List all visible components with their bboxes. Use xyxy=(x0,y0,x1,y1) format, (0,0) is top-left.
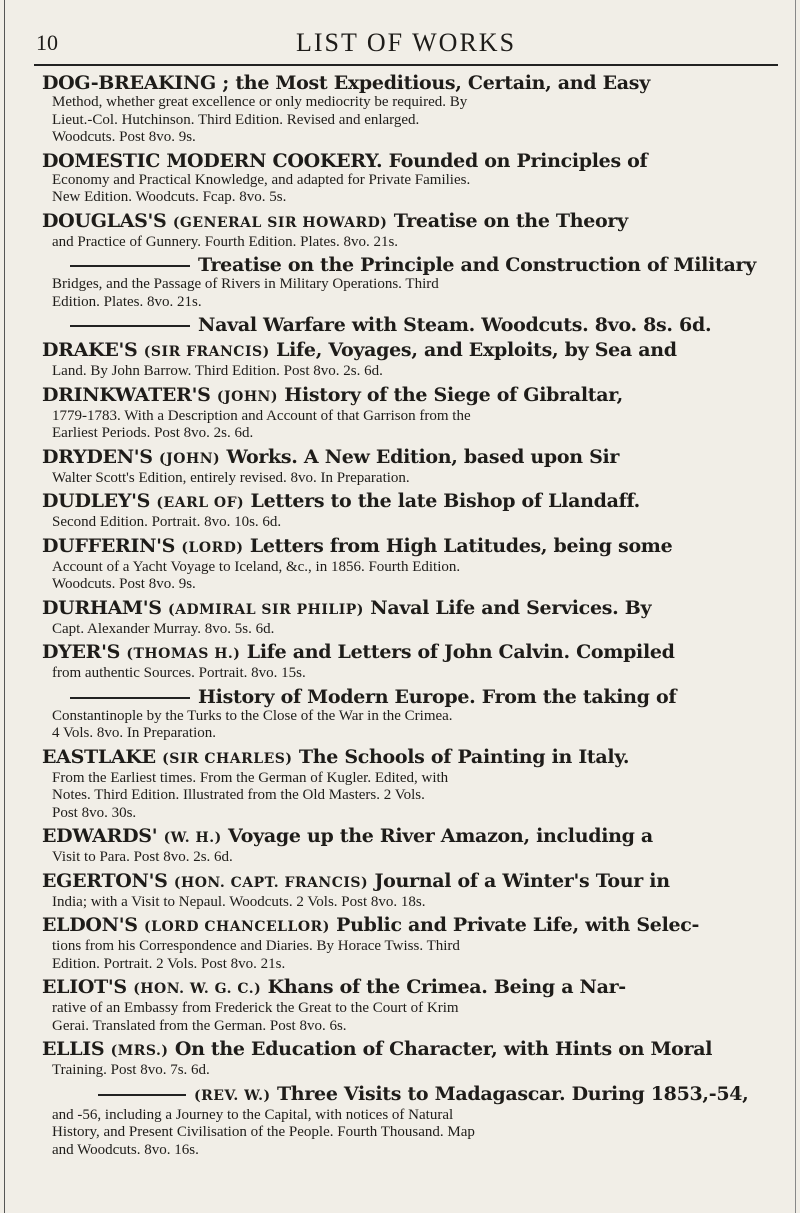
entry-detail-line: Training. Post 8vo. 7s. 6d. xyxy=(52,1062,210,1078)
author-qualifier: (MRS.) xyxy=(110,1043,169,1059)
entry-detail-line: Edition. Plates. 8vo. 21s. xyxy=(52,293,202,310)
catalogue-entry xyxy=(42,641,772,683)
author-qualifier: (EARL OF) xyxy=(156,495,245,511)
author-name: ELLIS xyxy=(42,1038,105,1060)
title-text: History of the Siege of Gibraltar, xyxy=(284,383,623,406)
catalogue-entry xyxy=(42,314,772,336)
page-edge-left xyxy=(4,0,5,1213)
page-header xyxy=(36,22,776,62)
author-qualifier: (REV. W.) xyxy=(194,1087,271,1104)
entry-list xyxy=(42,72,772,1162)
entry-detail-line: Capt. Alexander Murray. 8vo. 5s. 6d. xyxy=(52,620,275,637)
entry-heading-line xyxy=(42,641,772,665)
author-name: DURHAM'S xyxy=(42,596,162,619)
author-name: DOUGLAS'S xyxy=(42,209,167,232)
entry-detail-line: Woodcuts. Post 8vo. 9s. xyxy=(52,129,196,145)
author-name: DUFFERIN'S xyxy=(42,534,176,557)
catalogue-entry xyxy=(42,446,772,488)
catalogue-entry xyxy=(42,339,772,381)
ditto-dash xyxy=(98,1094,186,1096)
title-text: Works. A New Edition, based upon Sir xyxy=(226,445,620,468)
catalogue-entry xyxy=(42,686,772,743)
author-name: DRINKWATER'S xyxy=(42,383,211,406)
entry-heading-line xyxy=(42,746,772,770)
entry-heading-line xyxy=(42,72,772,94)
author-name: DRYDEN'S xyxy=(42,445,153,468)
catalogue-entry xyxy=(42,535,772,594)
title-text: Naval Life and Services. By xyxy=(370,596,652,619)
author-name: DRAKE'S xyxy=(42,339,138,361)
entry-heading-line xyxy=(42,870,772,894)
entry-detail-line: Second Edition. Portrait. 8vo. 10s. 6d. xyxy=(52,514,282,530)
author-name: EDWARDS' xyxy=(42,825,158,847)
entry-detail-line: and Woodcuts. 8vo. 16s. xyxy=(52,1141,199,1158)
author-name: DOMESTIC MODERN COOKERY. xyxy=(42,149,383,172)
ditto-dash xyxy=(70,697,190,699)
author-qualifier: (LORD CHANCELLOR) xyxy=(144,919,330,935)
entry-detail-line: Constantinople by the Turks to the Close of the War in the Crimea. xyxy=(52,707,453,724)
author-name: ELIOT'S xyxy=(42,976,127,998)
entry-detail-line: 4 Vols. 8vo. In Preparation. xyxy=(52,725,217,741)
author-qualifier: (THOMAS H.) xyxy=(126,646,241,662)
author-qualifier: (ADMIRAL SIR PHILIP) xyxy=(168,601,364,618)
catalogue-entry xyxy=(42,150,772,207)
entry-heading-line xyxy=(42,686,772,708)
page-edge-right xyxy=(795,0,796,1213)
author-name: DUDLEY'S xyxy=(42,490,151,512)
author-name: DOG-BREAKING ; xyxy=(42,72,229,94)
title-text: The Schools of Painting in Italy. xyxy=(298,745,630,768)
entry-detail-line: History, and Present Civilisation of the People. Fourth Thousand. Map xyxy=(52,1124,475,1140)
header-rule xyxy=(34,64,778,66)
entry-detail-line: Land. By John Barrow. Third Edition. Post 8vo. 2s. 6d. xyxy=(52,363,383,379)
title-text: Naval Warfare with Steam. Woodcuts. 8vo. 8s. 6d. xyxy=(198,314,712,336)
author-qualifier: (JOHN) xyxy=(216,388,278,405)
title-text: Khans of the Crimea. Being a Nar- xyxy=(267,976,626,998)
title-text: Public and Private Life, with Selec- xyxy=(336,914,700,936)
author-qualifier: (LORD) xyxy=(181,539,244,556)
catalogue-entry xyxy=(42,914,772,973)
entry-detail-line: Account of a Yacht Voyage to Iceland, &c., in 1856. Fourth Edition. xyxy=(52,558,461,575)
entry-detail-line: Lieut.-Col. Hutchinson. Third Edition. Revised and enlarged. xyxy=(52,111,420,128)
entry-detail-line: and Practice of Gunnery. Fourth Edition. Plates. 8vo. 21s. xyxy=(52,233,399,250)
catalogue-entry xyxy=(42,597,772,639)
catalogue-entry xyxy=(42,384,772,443)
entry-detail-line: Notes. Third Edition. Illustrated from the Old Masters. 2 Vols. xyxy=(52,787,425,803)
entry-detail-line: 1779-1783. With a Description and Account of that Garrison from the xyxy=(52,407,471,424)
entry-heading-line xyxy=(42,535,772,559)
title-text: Treatise on the Theory xyxy=(393,209,628,232)
entry-detail-line: From the Earliest times. From the German of Kugler. Edited, with xyxy=(52,769,449,786)
title-text: Letters from High Latitudes, being some xyxy=(249,534,673,557)
entry-detail-line: Walter Scott's Edition, entirely revised. 8vo. In Preparation. xyxy=(52,469,410,486)
author-qualifier: (SIR FRANCIS) xyxy=(143,344,270,360)
entry-heading-line xyxy=(42,150,772,172)
entry-detail-line: tions from his Correspondence and Diaries. By Horace Twiss. Third xyxy=(52,938,460,954)
title-text: On the Education of Character, with Hints on Moral xyxy=(174,1038,713,1060)
entry-detail-line: Economy and Practical Knowledge, and adapted for Private Families. xyxy=(52,171,471,188)
entry-heading-line xyxy=(42,210,772,234)
author-qualifier: (SIR CHARLES) xyxy=(162,750,293,767)
author-qualifier: (W. H.) xyxy=(163,830,222,846)
running-head: LIST OF WORKS xyxy=(295,28,517,57)
entry-heading-line xyxy=(42,339,772,363)
page-number: 10 xyxy=(36,30,58,55)
entry-heading-line xyxy=(42,384,772,408)
author-name: ELDON'S xyxy=(42,914,138,936)
entry-heading-line xyxy=(42,446,772,470)
entry-heading-line xyxy=(42,1038,772,1062)
entry-detail-line: Gerai. Translated from the German. Post 8vo. 6s. xyxy=(52,1017,347,1034)
ditto-dash xyxy=(70,325,190,327)
catalogue-entry xyxy=(42,490,772,532)
entry-detail-line: India; with a Visit to Nepaul. Woodcuts. 2 Vols. Post 8vo. 18s. xyxy=(52,893,426,910)
entry-detail-line: New Edition. Woodcuts. Fcap. 8vo. 5s. xyxy=(52,189,287,205)
author-qualifier: (HON. W. G. C.) xyxy=(133,981,262,997)
author-name: EASTLAKE xyxy=(42,745,156,768)
entry-heading-line xyxy=(42,976,772,1000)
entry-heading-line xyxy=(42,1083,772,1107)
entry-detail-line: Method, whether great excellence or only mediocrity be required. By xyxy=(52,94,468,110)
title-text: Journal of a Winter's Tour in xyxy=(374,869,670,892)
entry-detail-line: Woodcuts. Post 8vo. 9s. xyxy=(52,576,196,592)
catalogue-entry xyxy=(42,254,772,311)
title-text: Life and Letters of John Calvin. Compiled xyxy=(246,641,675,663)
title-text: History of Modern Europe. From the taking of xyxy=(198,685,677,708)
title-text: Life, Voyages, and Exploits, by Sea and xyxy=(276,339,677,361)
catalogue-entry xyxy=(42,825,772,867)
catalogue-entry xyxy=(42,210,772,252)
entry-heading-line xyxy=(42,825,772,849)
entry-heading-line xyxy=(42,597,772,621)
title-text: Founded on Principles of xyxy=(388,149,648,172)
title-text: the Most Expeditious, Certain, and Easy xyxy=(235,72,650,94)
author-qualifier: (JOHN) xyxy=(159,450,221,467)
author-qualifier: (HON. CAPT. FRANCIS) xyxy=(173,874,369,891)
entry-heading-line xyxy=(42,254,772,276)
entry-detail-line: Visit to Para. Post 8vo. 2s. 6d. xyxy=(52,849,233,865)
author-qualifier: (GENERAL SIR HOWARD) xyxy=(172,214,388,231)
entry-detail-line: Earliest Periods. Post 8vo. 2s. 6d. xyxy=(52,425,254,441)
entry-detail-line: and -56, including a Journey to the Capital, with notices of Natural xyxy=(52,1106,454,1123)
title-text: Voyage up the River Amazon, including a xyxy=(228,825,653,847)
ditto-dash xyxy=(70,265,190,267)
catalogue-entry xyxy=(42,976,772,1035)
author-name: DYER'S xyxy=(42,641,121,663)
title-text: Letters to the late Bishop of Llandaff. xyxy=(250,490,640,512)
entry-heading-line xyxy=(42,914,772,938)
catalogue-entry xyxy=(42,1038,772,1080)
catalogue-entry xyxy=(42,1083,772,1160)
catalogue-entry xyxy=(42,72,772,147)
entry-detail-line: Post 8vo. 30s. xyxy=(52,804,137,821)
entry-detail-line: rative of an Embassy from Frederick the Great to the Court of Krim xyxy=(52,1000,459,1016)
entry-detail-line: from authentic Sources. Portrait. 8vo. 15s. xyxy=(52,665,306,681)
entry-detail-line: Edition. Portrait. 2 Vols. Post 8vo. 21s. xyxy=(52,955,286,972)
title-text: Treatise on the Principle and Construction of Military xyxy=(198,254,756,276)
entry-heading-line xyxy=(42,490,772,514)
entry-heading-line xyxy=(42,314,772,336)
author-name: EGERTON'S xyxy=(42,869,168,892)
catalogue-entry xyxy=(42,870,772,912)
title-text: Three Visits to Madagascar. During 1853,-54, xyxy=(276,1082,749,1105)
entry-detail-line: Bridges, and the Passage of Rivers in Military Operations. Third xyxy=(52,276,439,292)
catalogue-entry xyxy=(42,746,772,823)
